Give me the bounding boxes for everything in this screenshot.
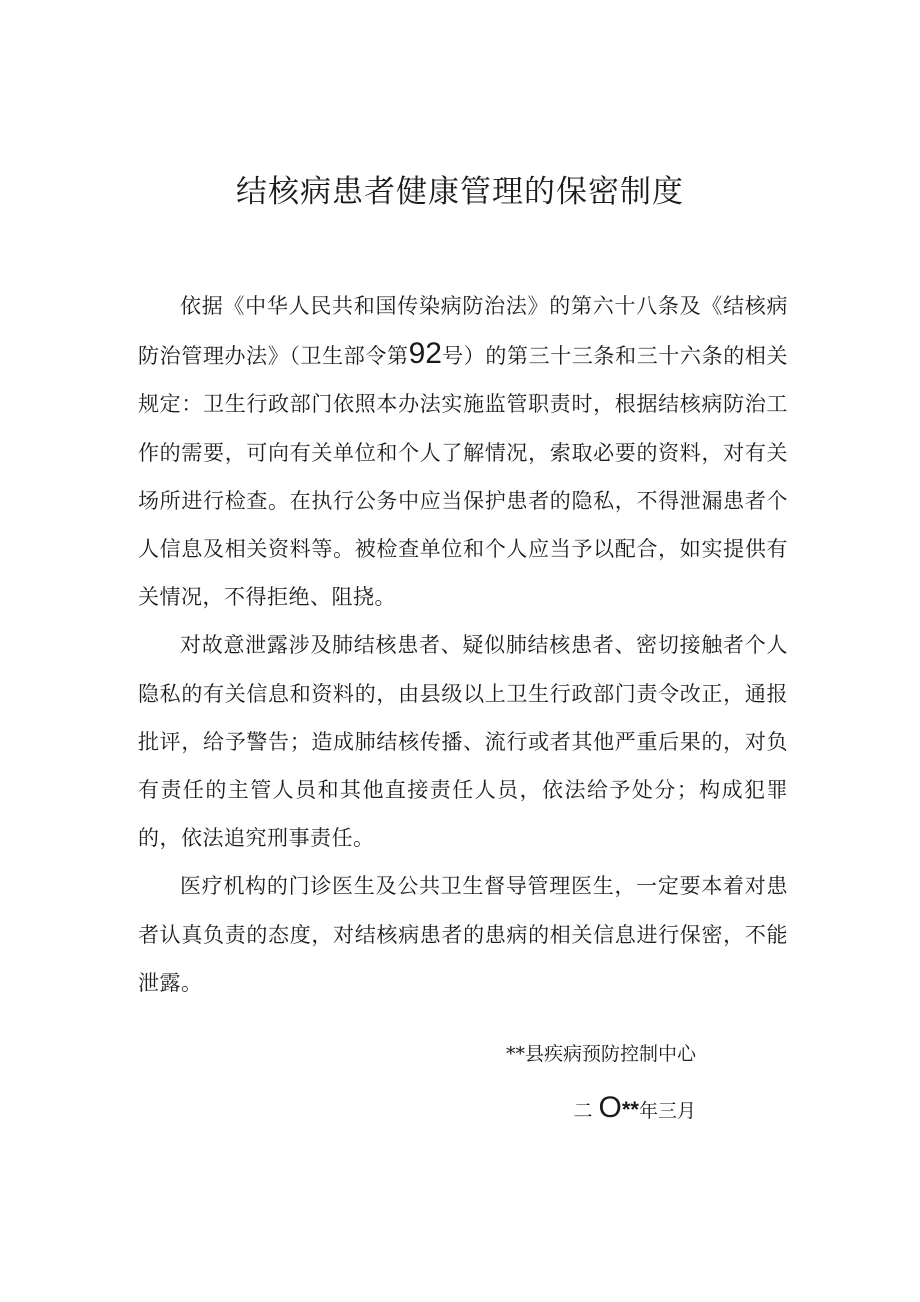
paragraph-legal-basis-after: 号）的第三十三条和三十六条的相关规定：卫生行政部门依照本办法实施监管职责时，根据结核病防治工作的需要，可向有关单位和个人了解情况，索取必要的资料，对有关场所进行检查。在执行公务中应当保护患者的隐私，不得泄漏患者个人信息及相关资料等。被检查单位和个人应当予以配合，如实提供有关情况，不得拒绝、阻挠。 xyxy=(138,344,788,610)
decree-number: 92 xyxy=(408,337,442,371)
paragraph-legal-basis xyxy=(138,282,788,621)
paragraph-doctor-duty: 医疗机构的门诊医生及公共卫生督导管理医生，一定要本着对患者认真负责的态度，对结核病患者的患病的相关信息进行保密，不能泄露。 xyxy=(138,874,788,995)
date-o: O xyxy=(598,1091,622,1124)
signature-organization: **县疾病预防控制中心 xyxy=(505,1043,696,1065)
paragraph-legal-basis-before: 依据《中华人民共和国传染病防治法》的第六十八条及《结核病防治管理办法》（卫生部令第 xyxy=(138,294,788,369)
document-title: 结核病患者健康管理的保密制度 xyxy=(236,174,684,210)
date-suffix: 年三月 xyxy=(638,1100,696,1122)
paragraph-penalties: 对故意泄露涉及肺结核患者、疑似肺结核患者、密切接触者个人隐私的有关信息和资料的，由县级以上卫生行政部门责令改正，通报批评，给予警告；造成肺结核传播、流行或者其他严重后果的，对负有责任的主管人员和其他直接责任人员，依法给予处分；构成犯罪的，依法追究刑事责任。 xyxy=(138,633,788,851)
date-prefix: 二 xyxy=(573,1100,593,1122)
document-body xyxy=(138,282,788,1007)
document-date xyxy=(573,1090,696,1129)
date-stars: ** xyxy=(621,1097,639,1122)
